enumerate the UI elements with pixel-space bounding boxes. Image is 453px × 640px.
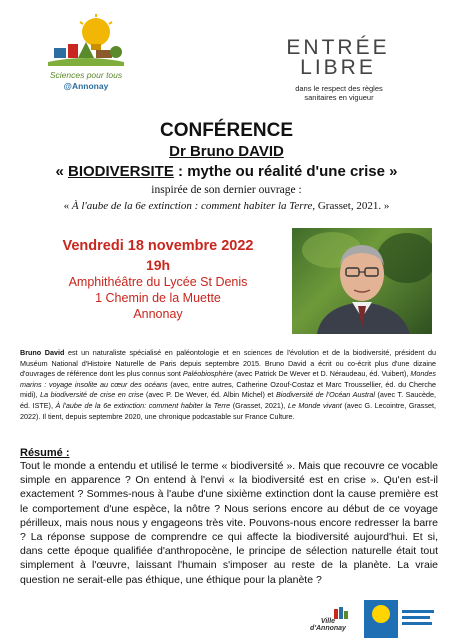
- entree-libre-heading: [278, 38, 398, 78]
- bio-book: Mondes marins : voyage insolite au cœur des océans: [20, 369, 436, 389]
- ville-annonay-logo: [304, 606, 352, 632]
- sciences-pour-tous-logo: [22, 14, 150, 96]
- ville-logo-text: Ville d'Annonay: [310, 618, 346, 632]
- bio-text: (avec T. Saucède, éd. ISTE),: [20, 390, 436, 410]
- bio-text: (avec P. De Wever, éd. Albin Michel) et: [143, 390, 276, 400]
- bio-text: (avec Patrick De Wever et D. Néraudeau, éd. Vuibert),: [232, 369, 411, 379]
- bio-book: Biodiversité de l'Océan Austral: [275, 390, 375, 400]
- conference-subject: [0, 163, 453, 180]
- book-title: À l'aube de la 6e extinction : comment habiter la Terre: [71, 200, 313, 212]
- bio-book: Paléobiosphère: [182, 369, 233, 379]
- speaker-name: Dr Bruno DAVID: [169, 143, 284, 160]
- resume-text: Tout le monde a entendu et utilisé le terme « biodiversité ». Mais que recouvre ce vocable simple en apparence ? On entend à l'envi « la biodiversité est en crise ». Qu'en est-il exactement ? Sommes-nous à l'aube d'une sixième extinction dont la cause première est le comportement d'une espèce, la nôtre ? Nous serions encore au début de ce voyage périlleux, mais nous nous y engageons très vite. Pouvons-nous encore redresser la barre ? La réponse suppose de comprendre ce qui affecte la biodiversité aujourd'hui. Et si, dans cette époque qualifiée d'anthropocène, le principe de sélection naturelle était tout simplement à l'œuvre, laissant l'humain s'imposer au reste de la planète. La vraie question ne serait-elle pas éthique, une éthique pour la planète ?: [20, 460, 438, 586]
- entree-line-2: LIBRE: [300, 56, 376, 79]
- subject-rest: : mythe ou réalité d'une crise »: [173, 163, 398, 180]
- speaker-photo: [292, 228, 432, 334]
- partner-logo-icon: [364, 596, 436, 638]
- subject-keyword: BIODIVERSITE: [68, 163, 174, 180]
- logo-name: Sciences pour tous: [49, 70, 123, 80]
- inspired-line: inspirée de son dernier ouvrage :: [151, 184, 302, 196]
- sanitary-note: dans le respect des règles sanitaires en vigueur: [295, 84, 383, 102]
- book-open: «: [63, 200, 72, 212]
- event-place-2: 1 Chemin de la Muette: [95, 291, 221, 305]
- bio-text: (Grasset, 2021),: [230, 400, 288, 410]
- resume-heading: Résumé :: [20, 447, 70, 459]
- logo-place: @Annonay: [63, 81, 109, 91]
- bio-book: Le Monde vivant: [287, 400, 342, 410]
- event-time: 19h: [145, 257, 171, 273]
- book-reference: [0, 200, 453, 212]
- bio-text: est un naturaliste spécialisé en paléontologie et en sciences de l'évolution et de la biodiversité, président du Muséum National d'Histoire Naturelle de Paris depuis septembre 2015. Bruno David a écrit ou co-écrit plus d'une dizaine d'ouvrages de référence dont les plus connus sont: [20, 348, 436, 379]
- bio-text: (avec G. Lecointre, Grasset, 2022). Il tient, depuis septembre 2020, une chronique podcastable sur France Culture.: [20, 400, 436, 421]
- entree-line-1: ENTRÉE: [286, 36, 390, 59]
- bio-book: La biodiversité de crise en crise: [40, 390, 144, 400]
- event-town: Annonay: [133, 307, 183, 321]
- bio-name: Bruno David: [20, 348, 65, 357]
- book-rest: , Grasset, 2021. »: [312, 200, 390, 212]
- bio-book: À l'aube de la 6e extinction: comment habiter la Terre: [55, 400, 231, 410]
- bio-text: (avec, entre autres, Catherine Ozouf-Costaz et Marc Troussellier, éd. du Cherche midi),: [20, 379, 436, 400]
- conference-title: CONFÉRENCE: [159, 120, 293, 141]
- partner-logo: [364, 596, 436, 638]
- speaker-bio: [20, 348, 436, 422]
- event-place-1: Amphithéâtre du Lycée St Denis: [68, 275, 248, 289]
- event-details: [48, 237, 268, 322]
- event-date: Vendredi 18 novembre 2022: [62, 238, 254, 254]
- lightbulb-icon: [48, 14, 124, 70]
- subject-open: «: [55, 163, 68, 180]
